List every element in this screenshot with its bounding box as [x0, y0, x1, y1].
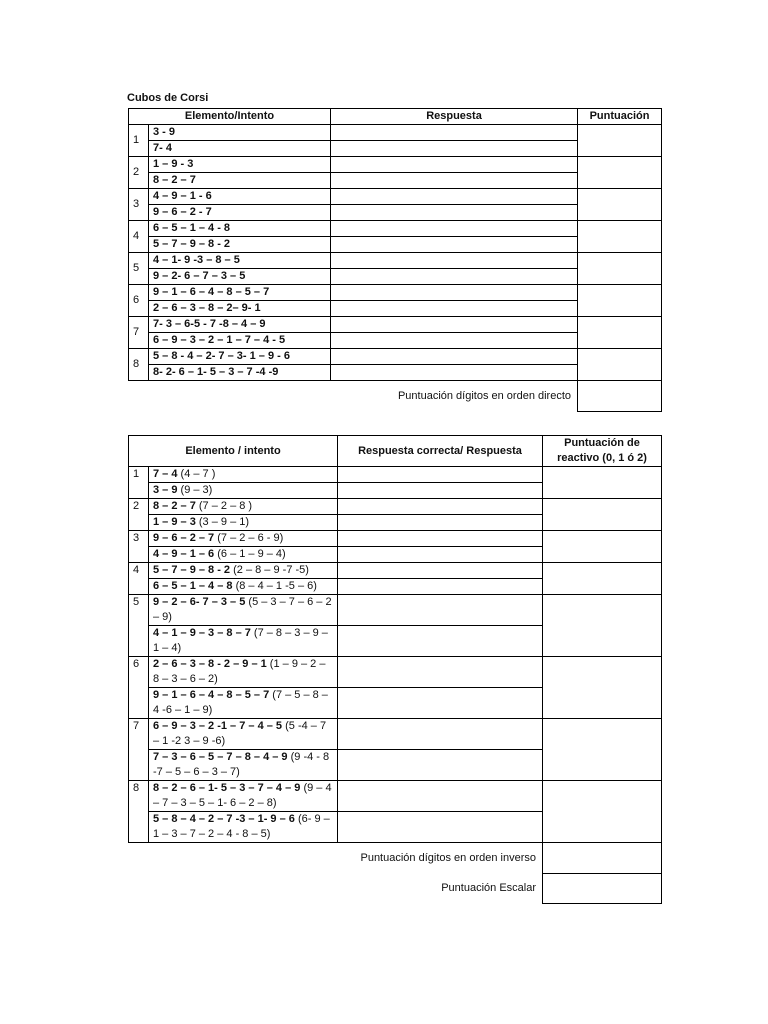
score-cell[interactable] [578, 157, 662, 189]
response-cell[interactable] [331, 253, 578, 269]
response-cell[interactable] [331, 349, 578, 365]
backward-total-cell[interactable] [543, 843, 662, 874]
response-cell[interactable] [338, 483, 543, 499]
response-cell[interactable] [331, 157, 578, 173]
score-cell[interactable] [578, 317, 662, 349]
trial-row [129, 189, 662, 205]
scale-row [129, 873, 662, 903]
sequence-reverse: (7 – 2 – 8 ) [195, 500, 253, 512]
item-number: 1 [129, 467, 149, 499]
sequence-cell [149, 499, 338, 515]
sequence-reverse: (7 – 2 – 6 - 9) [214, 532, 284, 544]
response-cell[interactable] [331, 189, 578, 205]
scale-score-label: Puntuación Escalar [441, 881, 536, 894]
sequence-bold: 7 – 4 [153, 468, 178, 480]
sequence-reverse: (7 – 5 – 8 – 4 -6 – 1 – 9) [153, 689, 328, 716]
sequence-cell: 1 – 9 - 3 [149, 157, 331, 173]
response-cell[interactable] [338, 547, 543, 563]
sequence-cell: 9 – 6 – 2 - 7 [149, 205, 331, 221]
response-cell[interactable] [338, 499, 543, 515]
forward-total-label: Puntuación dígitos en orden directo [397, 389, 572, 402]
response-cell[interactable] [338, 595, 543, 626]
sequence-cell: 8- 2- 6 – 1- 5 – 3 – 7 -4 -9 [149, 365, 331, 381]
scale-score-cell[interactable] [543, 873, 662, 903]
score-cell[interactable] [543, 531, 662, 563]
item-number: 6 [129, 285, 149, 317]
trial-row [129, 531, 662, 547]
sequence-bold: 7 – 3 – 6 – 5 – 7 – 8 – 4 – 9 [153, 751, 288, 763]
sequence-bold: 5 – 7 – 9 – 8 - 2 [153, 564, 231, 576]
header-element-trial: Elemento / intento [129, 436, 338, 467]
sequence-cell [149, 812, 338, 843]
sequence-reverse: (5 -4 – 7 – 1 -2 3 – 9 -6) [153, 720, 327, 747]
sequence-cell: 5 – 7 – 9 – 8 - 2 [149, 237, 331, 253]
item-number: 8 [129, 349, 149, 381]
sequence-cell [149, 688, 338, 719]
sequence-cell [149, 579, 338, 595]
sequence-cell [149, 483, 338, 499]
total-row [129, 843, 662, 874]
sequence-bold: 6 – 5 – 1 – 4 – 8 [153, 580, 233, 592]
item-number: 6 [129, 657, 149, 719]
trial-row [129, 499, 662, 515]
score-cell[interactable] [543, 467, 662, 499]
sequence-cell: 7- 4 [149, 141, 331, 157]
sequence-reverse: (1 – 9 – 2 – 8 – 3 – 6 – 2) [153, 658, 326, 685]
sequence-cell [149, 595, 338, 626]
sequence-bold: 5 – 8 – 4 – 2 – 7 -3 – 1- 9 – 6 [153, 813, 295, 825]
sequence-cell: 7- 3 – 6-5 - 7 -8 – 4 – 9 [149, 317, 331, 333]
response-cell[interactable] [331, 237, 578, 253]
backward-total-label: Puntuación dígitos en orden inverso [360, 851, 536, 864]
page-title: Cubos de Corsi [127, 92, 209, 104]
sequence-cell: 6 – 5 – 1 – 4 - 8 [149, 221, 331, 237]
sequence-reverse: (7 – 8 – 3 – 9 – 1 – 4) [153, 627, 328, 654]
sequence-cell: 9 – 1 – 6 – 4 – 8 – 5 – 7 [149, 285, 331, 301]
trial-row [129, 157, 662, 173]
trial-row [129, 253, 662, 269]
sequence-cell: 6 – 9 – 3 – 2 – 1 – 7 – 4 - 5 [149, 333, 331, 349]
sequence-cell: 5 – 8 - 4 – 2- 7 – 3- 1 – 9 - 6 [149, 349, 331, 365]
item-number: 1 [129, 125, 149, 157]
score-cell[interactable] [578, 349, 662, 381]
score-cell[interactable] [543, 719, 662, 781]
trial-row [129, 467, 662, 483]
sequence-bold: 9 – 1 – 6 – 4 – 8 – 5 – 7 [153, 689, 270, 701]
response-cell[interactable] [331, 141, 578, 157]
trial-row [129, 719, 662, 750]
trial-row [129, 221, 662, 237]
score-cell[interactable] [578, 253, 662, 285]
header-element-trial: Elemento/Intento [129, 109, 331, 125]
item-number: 3 [129, 531, 149, 563]
sequence-cell [149, 531, 338, 547]
score-cell[interactable] [578, 125, 662, 157]
sequence-cell: 4 – 9 – 1 - 6 [149, 189, 331, 205]
response-cell[interactable] [338, 563, 543, 579]
backward-span-table [128, 435, 662, 904]
sequence-reverse: (5 – 3 – 7 – 6 – 2 – 9) [153, 596, 332, 623]
sequence-bold: 6 – 9 – 3 – 2 -1 – 7 – 4 – 5 [153, 720, 283, 732]
score-cell[interactable] [543, 781, 662, 843]
sequence-cell [149, 515, 338, 531]
response-cell[interactable] [338, 579, 543, 595]
item-number: 2 [129, 157, 149, 189]
item-number: 7 [129, 317, 149, 349]
sequence-cell [149, 781, 338, 812]
sequence-cell [149, 467, 338, 483]
sequence-reverse: (6- 9 – 1 – 3 – 7 – 2 – 4 - 8 – 5) [153, 813, 330, 840]
trial-row [129, 657, 662, 688]
trial-row [129, 125, 662, 141]
response-cell[interactable] [338, 688, 543, 719]
header-score: Puntuación [578, 109, 662, 125]
response-cell[interactable] [331, 205, 578, 221]
response-cell[interactable] [331, 365, 578, 381]
response-cell[interactable] [338, 657, 543, 688]
trial-row [129, 317, 662, 333]
sequence-bold: 4 – 1 – 9 – 3 – 8 – 7 [153, 627, 251, 639]
item-number: 7 [129, 719, 149, 781]
forward-total-cell[interactable] [578, 381, 662, 412]
item-number: 5 [129, 253, 149, 285]
response-cell[interactable] [338, 719, 543, 750]
score-cell[interactable] [543, 563, 662, 595]
sequence-reverse: (4 – 7 ) [177, 468, 216, 480]
score-cell[interactable] [578, 189, 662, 221]
response-cell[interactable] [331, 301, 578, 317]
response-cell[interactable] [331, 269, 578, 285]
sequence-bold: 9 – 6 – 2 – 7 [153, 532, 215, 544]
sequence-cell [149, 719, 338, 750]
sequence-cell [149, 657, 338, 688]
header-item-score: Puntuación de reactivo (0, 1 ó 2) [543, 436, 662, 467]
response-cell[interactable] [331, 125, 578, 141]
sequence-bold: 9 – 2 – 6- 7 – 3 – 5 [153, 596, 246, 608]
response-cell[interactable] [331, 285, 578, 301]
sequence-reverse: (9 – 4 – 7 – 3 – 5 – 1- 6 – 2 – 8) [153, 782, 332, 809]
sequence-cell: 4 – 1- 9 -3 – 8 – 5 [149, 253, 331, 269]
response-cell[interactable] [331, 317, 578, 333]
sequence-cell [149, 563, 338, 579]
sequence-cell: 3 - 9 [149, 125, 331, 141]
response-cell[interactable] [338, 467, 543, 483]
item-number: 4 [129, 563, 149, 595]
sequence-bold: 4 – 9 – 1 – 6 [153, 548, 215, 560]
sequence-reverse: (8 – 4 – 1 -5 – 6) [232, 580, 317, 592]
response-cell[interactable] [338, 750, 543, 781]
sequence-reverse: (3 – 9 – 1) [195, 516, 250, 528]
forward-span-table [128, 108, 662, 412]
response-cell[interactable] [331, 221, 578, 237]
sequence-cell: 9 – 2- 6 – 7 – 3 – 5 [149, 269, 331, 285]
item-number: 8 [129, 781, 149, 843]
item-number: 5 [129, 595, 149, 657]
response-cell[interactable] [338, 531, 543, 547]
header-correct-response: Respuesta correcta/ Respuesta [338, 436, 543, 467]
sequence-cell: 2 – 6 – 3 – 8 – 2– 9- 1 [149, 301, 331, 317]
score-cell[interactable] [543, 595, 662, 657]
sequence-reverse: (9 -4 - 8 -7 – 5 – 6 – 3 – 7) [153, 751, 330, 778]
trial-row [129, 781, 662, 812]
response-cell[interactable] [331, 173, 578, 189]
sequence-cell [149, 547, 338, 563]
sequence-bold: 8 – 2 – 6 – 1- 5 – 3 – 7 – 4 – 9 [153, 782, 301, 794]
score-cell[interactable] [578, 285, 662, 317]
total-row [129, 381, 662, 412]
response-cell[interactable] [338, 812, 543, 843]
response-cell[interactable] [338, 781, 543, 812]
sequence-reverse: (9 – 3) [177, 484, 213, 496]
trial-row [129, 349, 662, 365]
sequence-reverse: (2 – 8 – 9 -7 -5) [230, 564, 309, 576]
sequence-bold: 2 – 6 – 3 – 8 - 2 – 9 – 1 [153, 658, 267, 670]
sequence-cell: 8 – 2 – 7 [149, 173, 331, 189]
sequence-bold: 3 – 9 [153, 484, 178, 496]
response-cell[interactable] [331, 333, 578, 349]
sequence-bold: 1 – 9 – 3 [153, 516, 196, 528]
response-cell[interactable] [338, 515, 543, 531]
item-number: 2 [129, 499, 149, 531]
sequence-cell [149, 750, 338, 781]
score-cell[interactable] [543, 499, 662, 531]
trial-row [129, 563, 662, 579]
trial-row [129, 595, 662, 626]
score-cell[interactable] [578, 221, 662, 253]
item-number: 4 [129, 221, 149, 253]
score-cell[interactable] [543, 657, 662, 719]
header-response: Respuesta [331, 109, 578, 125]
sequence-reverse: (6 – 1 – 9 – 4) [214, 548, 286, 560]
response-cell[interactable] [338, 626, 543, 657]
sequence-bold: 8 – 2 – 7 [153, 500, 196, 512]
trial-row [129, 285, 662, 301]
item-number: 3 [129, 189, 149, 221]
sequence-cell [149, 626, 338, 657]
